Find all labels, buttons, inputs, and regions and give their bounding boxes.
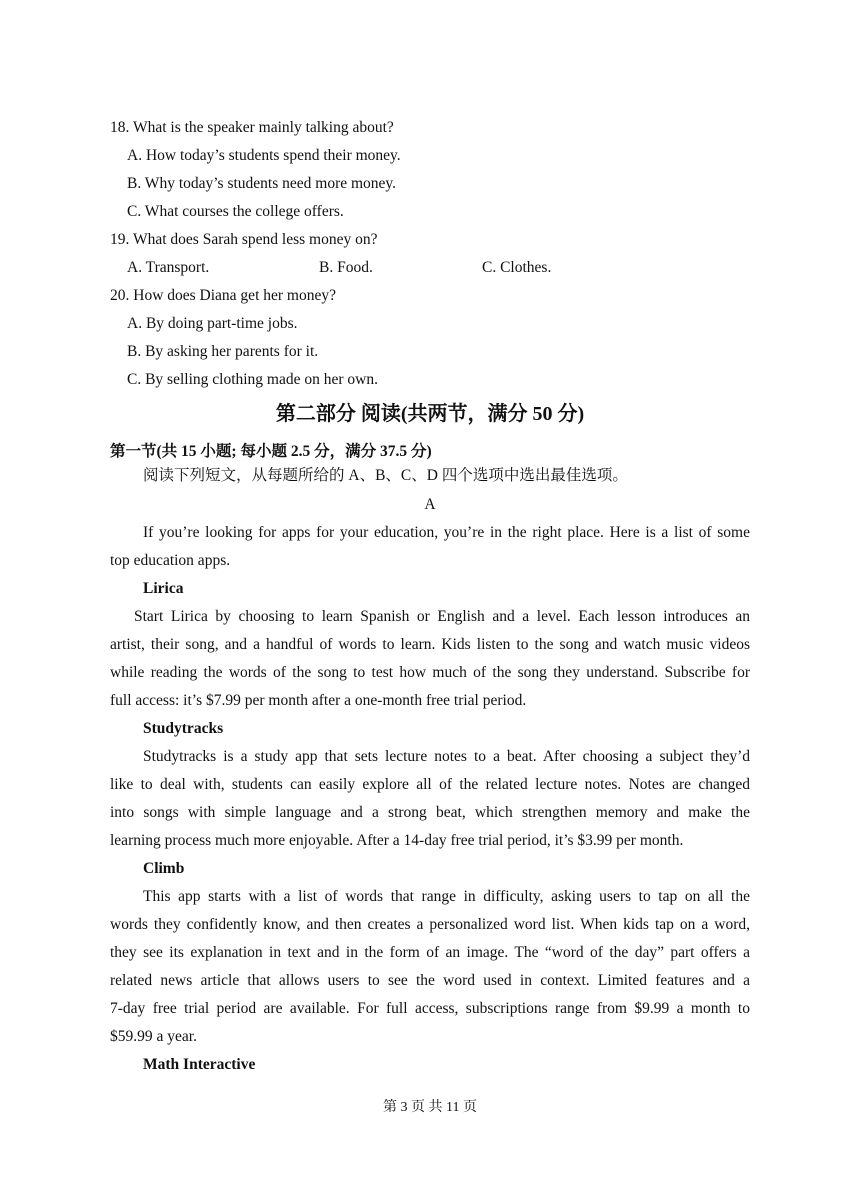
app-heading-studytracks: Studytracks (143, 720, 224, 737)
intro-line: If you’re looking for apps for your education, you’re in the right place. Here is a list of some (143, 524, 750, 541)
app-heading-climb: Climb (143, 860, 185, 877)
passage-label: A (424, 496, 436, 513)
intro-line: top education apps. (110, 552, 231, 569)
answer-option: B. Why today’s students need more money. (127, 175, 397, 192)
paragraph-line: $59.99 a year. (110, 1028, 197, 1045)
answer-option: C. What courses the college offers. (127, 203, 344, 220)
paragraph-line: related news article that allows users to see the word used in context. Limited features and a (110, 972, 750, 989)
section-title: 第一节(共 15 小题; 每小题 2.5 分，满分 37.5 分) (110, 443, 432, 460)
answer-option: A. Transport. (127, 259, 210, 276)
question-stem: 18. What is the speaker mainly talking about? (110, 119, 394, 136)
answer-option: C. By selling clothing made on her own. (127, 371, 378, 388)
paragraph-line: into songs with simple language and a strong beat, which strengthen memory and make the (110, 804, 750, 821)
paragraph-line: full access: it’s $7.99 per month after a one-month free trial period. (110, 692, 527, 709)
question-stem: 19. What does Sarah spend less money on? (110, 231, 378, 248)
paragraph-line: words they confidently know, and then creates a personalized word list. When kids tap on a word, (110, 916, 750, 933)
page-footer: 第 3 页 共 11 页 (383, 1100, 477, 1115)
answer-option: B. By asking her parents for it. (127, 343, 319, 360)
app-heading-math-interactive: Math Interactive (143, 1056, 256, 1073)
instruction: 阅读下列短文，从每题所给的 A、B、C、D 四个选项中选出最佳选项。 (143, 467, 628, 484)
answer-option: A. By doing part-time jobs. (127, 315, 298, 332)
answer-option: B. Food. (319, 259, 373, 276)
paragraph-line: This app starts with a list of words that range in difficulty, asking users to tap on all the (143, 888, 750, 905)
paragraph-line: artist, their song, and a handful of words to learn. Kids listen to the song and watch music videos (110, 636, 750, 653)
paragraph-line: while reading the words of the song to test how much of the song they understand. Subscribe for (110, 664, 750, 681)
paragraph-line: they see its explanation in text and in the form of an image. The “word of the day” part offers a (110, 944, 750, 961)
answer-option: A. How today’s students spend their money. (127, 147, 401, 164)
paragraph-line: Start Lirica by choosing to learn Spanish or English and a level. Each lesson introduces an (134, 608, 750, 625)
question-stem: 20. How does Diana get her money? (110, 287, 336, 304)
part-title: 第二部分 阅读(共两节，满分 50 分) (275, 403, 585, 425)
app-heading-lirica: Lirica (143, 580, 184, 597)
paragraph-line: learning process much more enjoyable. After a 14-day free trial period, it’s $3.99 per month. (110, 832, 684, 849)
paragraph-line: like to deal with, students can easily explore all of the related lecture notes. Notes are changed (110, 776, 750, 793)
answer-option: C. Clothes. (482, 259, 552, 276)
paragraph-line: 7-day free trial period are available. For full access, subscriptions range from $9.99 a month to (110, 1000, 750, 1017)
paragraph-line: Studytracks is a study app that sets lecture notes to a beat. After choosing a subject they’d (143, 748, 750, 765)
